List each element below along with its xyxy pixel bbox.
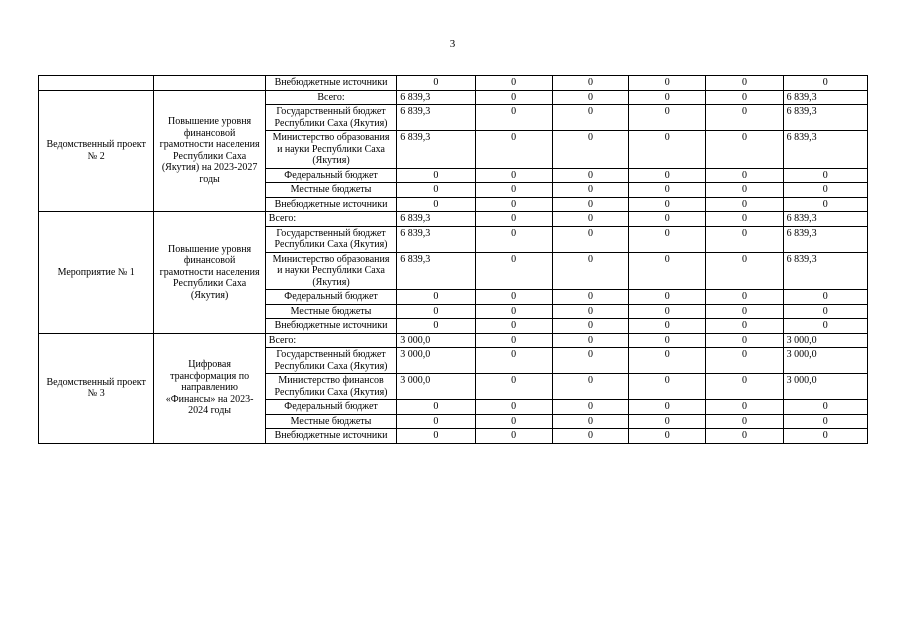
value-cell-total: 6 839,3 — [397, 90, 475, 105]
value-cell-year: 0 — [706, 290, 783, 305]
value-cell-total: 0 — [397, 290, 475, 305]
value-cell-year: 0 — [552, 131, 628, 169]
value-cell-total: 0 — [397, 319, 475, 334]
value-cell-year: 0 — [629, 168, 706, 183]
value-cell-year: 0 — [706, 105, 783, 131]
value-cell-year: 0 — [475, 414, 552, 429]
value-cell-year: 0 — [552, 304, 628, 319]
value-cell-total: 3 000,0 — [397, 374, 475, 400]
value-cell-year: 0 — [706, 76, 783, 91]
value-cell-year: 0 — [475, 374, 552, 400]
value-cell-year: 0 — [706, 168, 783, 183]
funding-source-cell: Внебюджетные источники — [265, 76, 396, 91]
funding-source-cell: Всего: — [265, 212, 396, 227]
funding-source-cell: Федеральный бюджет — [265, 290, 396, 305]
value-cell-sum: 0 — [783, 168, 867, 183]
value-cell-year: 0 — [629, 374, 706, 400]
value-cell-total: 0 — [397, 304, 475, 319]
value-cell-year: 0 — [475, 429, 552, 444]
value-cell-year: 0 — [706, 319, 783, 334]
value-cell-year: 0 — [552, 183, 628, 198]
value-cell-year: 0 — [706, 333, 783, 348]
value-cell-year: 0 — [475, 168, 552, 183]
value-cell-sum: 3 000,0 — [783, 374, 867, 400]
value-cell-year: 0 — [552, 76, 628, 91]
value-cell-year: 0 — [475, 226, 552, 252]
value-cell-year: 0 — [706, 90, 783, 105]
value-cell-year: 0 — [629, 252, 706, 290]
value-cell-total: 0 — [397, 414, 475, 429]
value-cell-year: 0 — [552, 105, 628, 131]
value-cell-year: 0 — [629, 197, 706, 212]
funding-source-cell: Местные бюджеты — [265, 414, 396, 429]
funding-source-cell: Министерство финансов Республики Саха (Якутия) — [265, 374, 396, 400]
value-cell-total: 3 000,0 — [397, 333, 475, 348]
value-cell-year: 0 — [629, 400, 706, 415]
value-cell-sum: 6 839,3 — [783, 131, 867, 169]
program-type-cell: Ведомственный проект № 2 — [39, 90, 154, 212]
value-cell-total: 0 — [397, 400, 475, 415]
page-number: 3 — [449, 38, 456, 50]
table-row — [39, 212, 868, 227]
value-cell-year: 0 — [552, 90, 628, 105]
value-cell-year: 0 — [475, 197, 552, 212]
value-cell-sum: 3 000,0 — [783, 348, 867, 374]
program-type-cell: Мероприятие № 1 — [39, 212, 154, 334]
value-cell-year: 0 — [475, 333, 552, 348]
value-cell-year: 0 — [629, 333, 706, 348]
funding-source-cell: Внебюджетные источники — [265, 429, 396, 444]
value-cell-sum: 6 839,3 — [783, 226, 867, 252]
value-cell-year: 0 — [552, 333, 628, 348]
funding-source-cell: Местные бюджеты — [265, 304, 396, 319]
table-row — [39, 76, 868, 91]
value-cell-year: 0 — [706, 197, 783, 212]
value-cell-year: 0 — [552, 429, 628, 444]
value-cell-sum: 0 — [783, 76, 867, 91]
value-cell-year: 0 — [629, 183, 706, 198]
value-cell-sum: 0 — [783, 319, 867, 334]
value-cell-year: 0 — [552, 212, 628, 227]
value-cell-year: 0 — [706, 429, 783, 444]
funding-source-cell: Федеральный бюджет — [265, 400, 396, 415]
value-cell-year: 0 — [629, 414, 706, 429]
funding-source-cell: Министерство образования и науки Республики Саха (Якутия) — [265, 131, 396, 169]
value-cell-year: 0 — [706, 252, 783, 290]
value-cell-year: 0 — [706, 400, 783, 415]
value-cell-total: 6 839,3 — [397, 212, 475, 227]
value-cell-year: 0 — [475, 76, 552, 91]
value-cell-year: 0 — [629, 348, 706, 374]
value-cell-year: 0 — [629, 429, 706, 444]
value-cell-sum: 0 — [783, 197, 867, 212]
value-cell-year: 0 — [552, 319, 628, 334]
value-cell-year: 0 — [475, 252, 552, 290]
value-cell-year: 0 — [706, 131, 783, 169]
table-row — [39, 90, 868, 105]
value-cell-year: 0 — [552, 414, 628, 429]
value-cell-year: 0 — [629, 319, 706, 334]
value-cell-year: 0 — [629, 90, 706, 105]
value-cell-year: 0 — [706, 374, 783, 400]
value-cell-year: 0 — [706, 304, 783, 319]
value-cell-total: 0 — [397, 76, 475, 91]
program-type-cell — [39, 76, 154, 91]
value-cell-year: 0 — [475, 400, 552, 415]
funding-source-cell: Государственный бюджет Республики Саха (Якутия) — [265, 105, 396, 131]
value-cell-year: 0 — [629, 304, 706, 319]
value-cell-year: 0 — [629, 131, 706, 169]
program-name-cell: Цифровая трансформация по направлению «Финансы» на 2023-2024 годы — [154, 333, 265, 443]
funding-source-cell: Местные бюджеты — [265, 183, 396, 198]
value-cell-year: 0 — [629, 105, 706, 131]
funding-source-cell: Всего: — [265, 333, 396, 348]
program-type-cell: Ведомственный проект № 3 — [39, 333, 154, 443]
program-name-cell — [154, 76, 265, 91]
funding-source-cell: Всего: — [265, 90, 396, 105]
value-cell-year: 0 — [552, 348, 628, 374]
value-cell-year: 0 — [706, 414, 783, 429]
value-cell-year: 0 — [629, 212, 706, 227]
funding-source-cell: Внебюджетные источники — [265, 319, 396, 334]
value-cell-sum: 6 839,3 — [783, 90, 867, 105]
value-cell-sum: 0 — [783, 400, 867, 415]
program-name-cell: Повышение уровня финансовой грамотности населения Республики Саха (Якутия) — [154, 212, 265, 334]
value-cell-total: 0 — [397, 429, 475, 444]
funding-source-cell: Министерство образования и науки Республики Саха (Якутия) — [265, 252, 396, 290]
value-cell-year: 0 — [552, 374, 628, 400]
value-cell-year: 0 — [552, 226, 628, 252]
value-cell-year: 0 — [475, 348, 552, 374]
value-cell-year: 0 — [629, 76, 706, 91]
value-cell-total: 6 839,3 — [397, 252, 475, 290]
value-cell-year: 0 — [475, 183, 552, 198]
funding-source-cell: Внебюджетные источники — [265, 197, 396, 212]
value-cell-year: 0 — [629, 290, 706, 305]
value-cell-year: 0 — [552, 252, 628, 290]
value-cell-sum: 6 839,3 — [783, 252, 867, 290]
value-cell-year: 0 — [475, 105, 552, 131]
value-cell-sum: 0 — [783, 429, 867, 444]
budget-table — [38, 75, 868, 444]
value-cell-sum: 0 — [783, 304, 867, 319]
value-cell-year: 0 — [706, 226, 783, 252]
value-cell-sum: 0 — [783, 290, 867, 305]
value-cell-year: 0 — [706, 183, 783, 198]
value-cell-year: 0 — [475, 304, 552, 319]
table-row — [39, 333, 868, 348]
value-cell-year: 0 — [629, 226, 706, 252]
value-cell-total: 0 — [397, 183, 475, 198]
value-cell-total: 6 839,3 — [397, 226, 475, 252]
value-cell-total: 6 839,3 — [397, 131, 475, 169]
value-cell-year: 0 — [706, 212, 783, 227]
value-cell-sum: 6 839,3 — [783, 212, 867, 227]
value-cell-sum: 0 — [783, 183, 867, 198]
value-cell-sum: 3 000,0 — [783, 333, 867, 348]
program-name-cell: Повышение уровня финансовой грамотности населения Республики Саха (Якутия) на 2023-2027 годы — [154, 90, 265, 212]
value-cell-year: 0 — [475, 212, 552, 227]
value-cell-year: 0 — [552, 168, 628, 183]
funding-source-cell: Государственный бюджет Республики Саха (Якутия) — [265, 348, 396, 374]
value-cell-year: 0 — [552, 400, 628, 415]
value-cell-total: 0 — [397, 168, 475, 183]
value-cell-year: 0 — [552, 290, 628, 305]
value-cell-year: 0 — [552, 197, 628, 212]
value-cell-sum: 0 — [783, 414, 867, 429]
value-cell-sum: 6 839,3 — [783, 105, 867, 131]
value-cell-year: 0 — [706, 348, 783, 374]
value-cell-year: 0 — [475, 290, 552, 305]
funding-source-cell: Государственный бюджет Республики Саха (Якутия) — [265, 226, 396, 252]
funding-source-cell: Федеральный бюджет — [265, 168, 396, 183]
value-cell-year: 0 — [475, 131, 552, 169]
value-cell-total: 3 000,0 — [397, 348, 475, 374]
value-cell-year: 0 — [475, 90, 552, 105]
value-cell-total: 6 839,3 — [397, 105, 475, 131]
value-cell-year: 0 — [475, 319, 552, 334]
value-cell-total: 0 — [397, 197, 475, 212]
